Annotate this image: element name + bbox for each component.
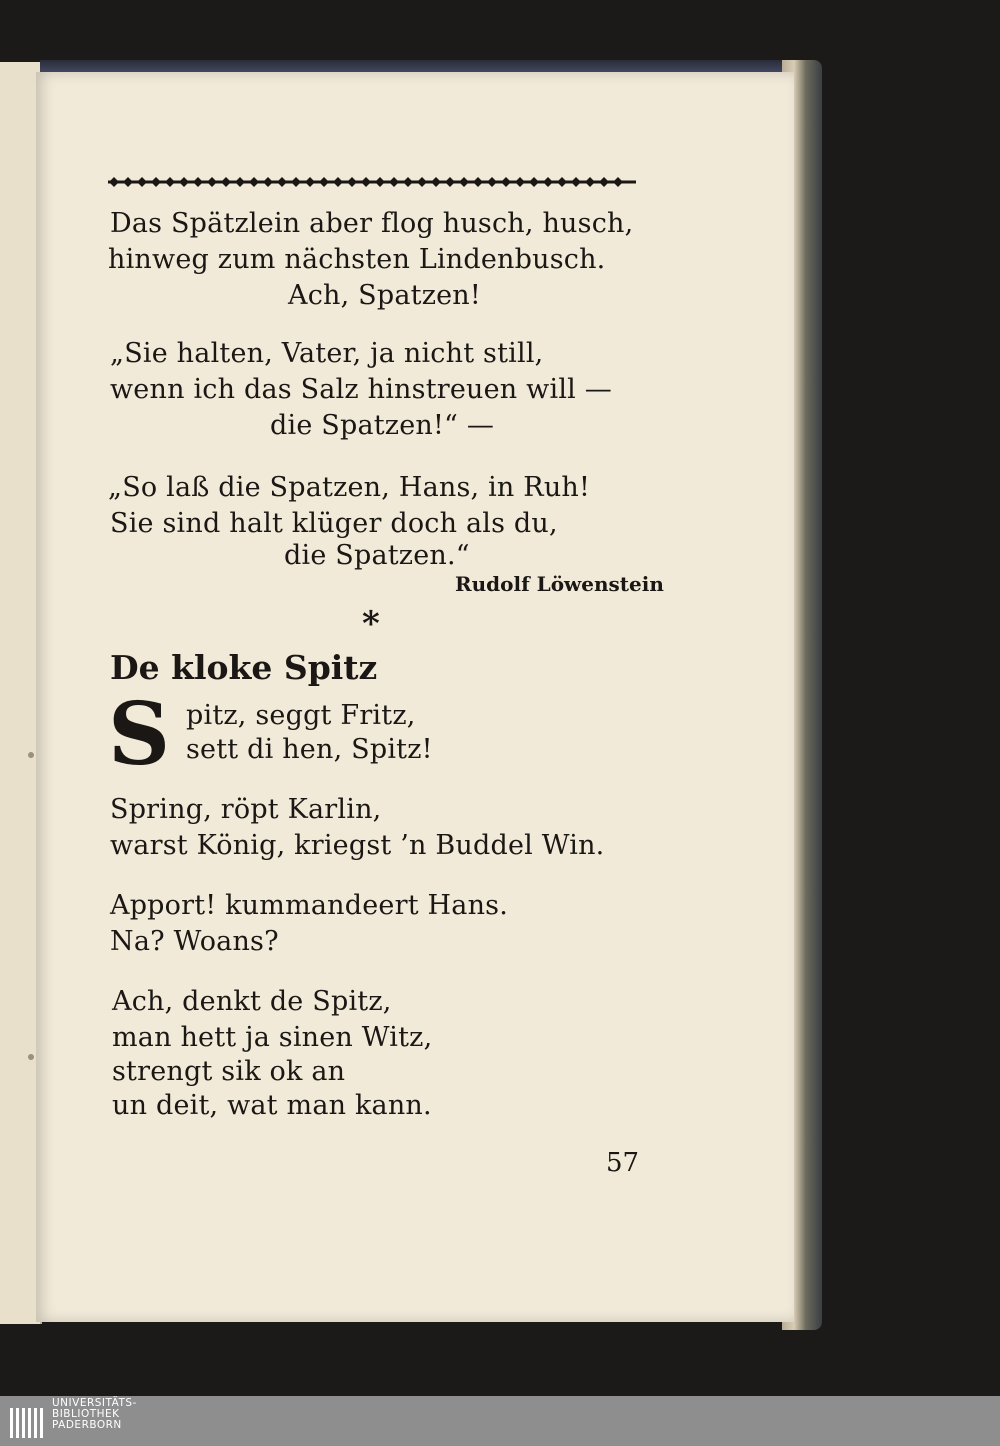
ornament-diamond xyxy=(445,177,455,187)
ornament-diamond xyxy=(431,177,441,187)
poem-line: un deit, wat man kann. xyxy=(112,1090,432,1121)
poem-line: „Sie halten, Vater, ja nicht still, xyxy=(110,338,544,369)
ornament-diamond xyxy=(403,177,413,187)
section-separator: * xyxy=(362,604,380,644)
ornament-diamond xyxy=(319,177,329,187)
poem-title: De kloke Spitz xyxy=(110,648,378,687)
poem-line: Sie sind halt klüger doch als du, xyxy=(110,508,558,539)
ornament-diamond xyxy=(263,177,273,187)
library-logo-icon xyxy=(8,1402,48,1442)
ornament-diamond xyxy=(207,177,217,187)
ornament-diamond xyxy=(109,177,119,187)
poem-line: hinweg zum nächsten Lindenbusch. xyxy=(108,244,606,275)
poem-line: Das Spätzlein aber flog husch, husch, xyxy=(110,208,634,239)
binding-stitch xyxy=(28,752,34,758)
poem-line: warst König, kriegst ’n Buddel Win. xyxy=(110,830,605,861)
poem-line: pitz, seggt Fritz, xyxy=(186,700,416,731)
library-footer-bar xyxy=(0,1396,1000,1446)
library-name-line: UNIVERSITÄTS- xyxy=(52,1397,137,1409)
library-name xyxy=(52,1398,137,1431)
poem-line: Ach, Spatzen! xyxy=(288,280,481,311)
poem-line: Ach, denkt de Spitz, xyxy=(112,986,392,1017)
library-name-line: BIBLIOTHEK xyxy=(52,1408,120,1420)
library-name-line: PADERBORN xyxy=(52,1419,122,1431)
poem-line: „So laß die Spatzen, Hans, in Ruh! xyxy=(108,472,591,503)
ornament-diamond xyxy=(193,177,203,187)
ornament-diamond xyxy=(571,177,581,187)
poem-line: strengt sik ok an xyxy=(112,1056,346,1087)
poem-line: sett di hen, Spitz! xyxy=(186,734,433,765)
ornament-diamond xyxy=(375,177,385,187)
ornament-diamond xyxy=(179,177,189,187)
ornament-diamond xyxy=(459,177,469,187)
poem-line: wenn ich das Salz hinstreuen will — xyxy=(110,374,612,405)
ornament-diamond xyxy=(501,177,511,187)
ornament-diamond xyxy=(165,177,175,187)
drop-cap: S xyxy=(108,684,171,785)
ornament-diamond xyxy=(249,177,259,187)
ornament-diamond xyxy=(599,177,609,187)
ornament-diamond xyxy=(543,177,553,187)
binding-stitch xyxy=(28,1054,34,1060)
ornament-diamond xyxy=(221,177,231,187)
ornament-diamond xyxy=(151,177,161,187)
page-number: 57 xyxy=(606,1148,640,1178)
ornament-diamond xyxy=(123,177,133,187)
ornament-diamond xyxy=(487,177,497,187)
ornament-diamond xyxy=(529,177,539,187)
ornament-diamond xyxy=(333,177,343,187)
ornament-diamond xyxy=(361,177,371,187)
ornament-diamond xyxy=(235,177,245,187)
ornament-diamond xyxy=(417,177,427,187)
ornament-diamond xyxy=(515,177,525,187)
ornament-diamond xyxy=(291,177,301,187)
poem-line: die Spatzen!“ — xyxy=(270,410,495,441)
ornament-diamond xyxy=(277,177,287,187)
poem-line: Apport! kummandeert Hans. xyxy=(110,890,509,921)
ornament-diamond xyxy=(305,177,315,187)
ornament-diamond xyxy=(347,177,357,187)
ornament-diamond xyxy=(557,177,567,187)
ornamental-rule xyxy=(108,176,636,188)
poem-line: Spring, röpt Karlin, xyxy=(110,794,382,825)
poem-line: Na? Woans? xyxy=(110,926,279,957)
poem-author: Rudolf Löwenstein xyxy=(455,572,664,596)
poem-line: man hett ja sinen Witz, xyxy=(112,1022,433,1053)
ornament-diamond xyxy=(389,177,399,187)
ornament-diamond xyxy=(137,177,147,187)
ornament-diamond xyxy=(613,177,623,187)
ornament-diamond xyxy=(585,177,595,187)
ornament-diamond xyxy=(473,177,483,187)
poem-line: die Spatzen.“ xyxy=(284,540,470,571)
